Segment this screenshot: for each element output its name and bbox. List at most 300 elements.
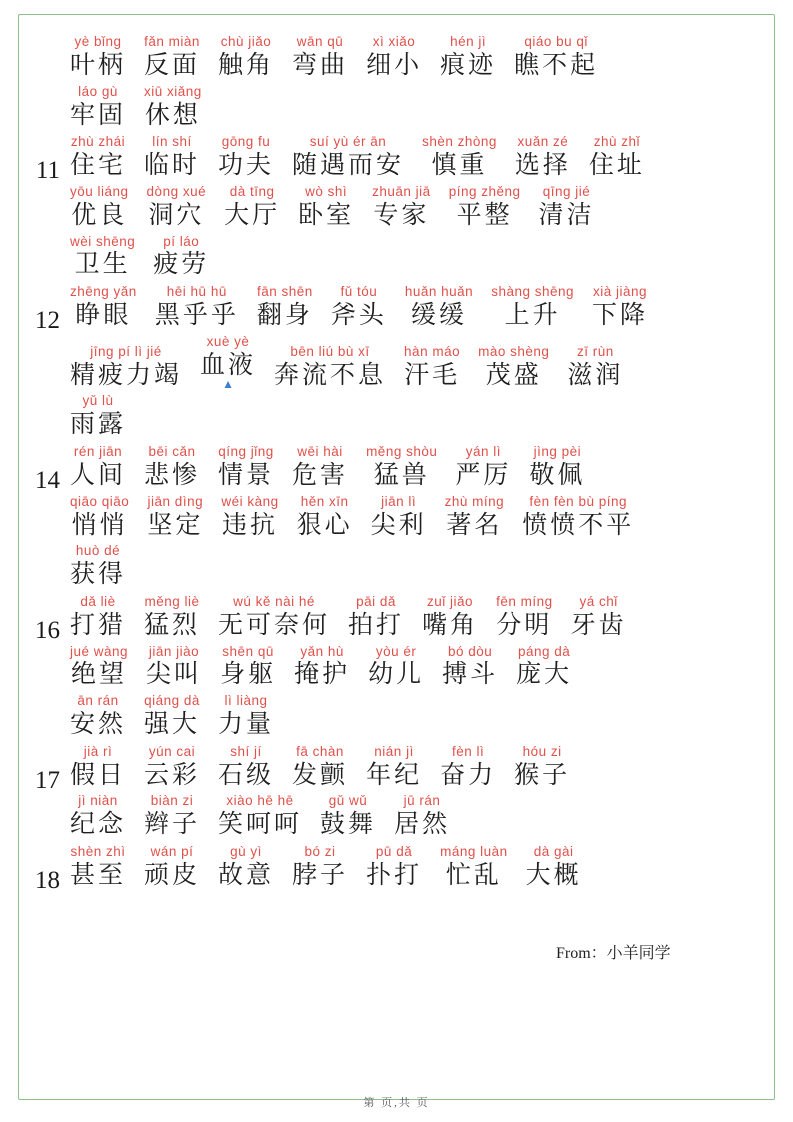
pinyin-text: fēn míng bbox=[496, 593, 553, 609]
hanzi-text: 打猎 bbox=[70, 611, 127, 639]
hanzi-text: 平整 bbox=[456, 201, 513, 229]
pinyin-text: shēn qū bbox=[222, 643, 274, 659]
pinyin-text: jué wàng bbox=[70, 643, 129, 659]
hanzi-text: 嘴角 bbox=[422, 611, 479, 639]
hanzi-text: 扑打 bbox=[366, 861, 423, 889]
pinyin-text: rén jiān bbox=[73, 444, 123, 459]
pinyin-text: jiān lì bbox=[381, 493, 417, 509]
pinyin-text: fèn fèn bù píng bbox=[529, 493, 627, 509]
vocabulary-word bbox=[153, 234, 209, 281]
pinyin-text: hàn máo bbox=[404, 343, 461, 359]
hanzi-text: 滋润 bbox=[567, 361, 624, 389]
pinyin-text: dòng xué bbox=[146, 183, 207, 199]
pinyin-text: pāi dǎ bbox=[356, 593, 396, 609]
vocabulary-word bbox=[292, 134, 404, 181]
vocabulary-word bbox=[70, 844, 126, 891]
vocabulary-word bbox=[515, 134, 571, 181]
pinyin-text: qiáo bu qǐ bbox=[524, 34, 588, 49]
vocabulary-word bbox=[571, 594, 627, 641]
hanzi-text: 反面 bbox=[144, 51, 201, 79]
vocabulary-word bbox=[144, 844, 200, 891]
pinyin-text: zuǐ jiǎo bbox=[427, 593, 474, 609]
group-number: 17 bbox=[35, 766, 60, 794]
vocabulary-word bbox=[294, 644, 350, 691]
pinyin-text: wéi kàng bbox=[221, 493, 279, 509]
pinyin-text: jīng pí lì jié bbox=[90, 343, 162, 359]
vocabulary-word bbox=[70, 84, 126, 131]
pinyin-text: ān rán bbox=[77, 693, 119, 709]
pinyin-text: bó zi bbox=[304, 844, 336, 859]
hanzi-text: 睁眼 bbox=[75, 302, 132, 329]
hanzi-text: 随遇而安 bbox=[292, 152, 405, 180]
vocabulary-word bbox=[70, 234, 135, 281]
pinyin-text: zī rùn bbox=[577, 343, 614, 359]
pinyin-text: qiáng dà bbox=[144, 693, 200, 709]
hanzi-text: 尖利 bbox=[370, 511, 427, 539]
hanzi-text: 瞧不起 bbox=[514, 51, 599, 79]
hanzi-text: 石级 bbox=[218, 761, 275, 789]
vocabulary-word bbox=[70, 744, 126, 791]
hanzi-text: 大厅 bbox=[224, 201, 281, 229]
hanzi-text: 笑呵呵 bbox=[218, 811, 303, 839]
word-row bbox=[70, 543, 763, 590]
hanzi-text: 翻身 bbox=[256, 302, 313, 329]
vocabulary-word bbox=[70, 494, 129, 541]
pinyin-text: wèi shēng bbox=[70, 233, 136, 249]
vocabulary-word bbox=[220, 644, 276, 691]
pinyin-text: qīng jié bbox=[542, 183, 591, 199]
vocabulary-word bbox=[348, 594, 404, 641]
vocabulary-word bbox=[366, 444, 437, 491]
hanzi-text: 忙乱 bbox=[445, 861, 502, 889]
hanzi-text: 猴子 bbox=[514, 761, 571, 789]
pinyin-text: dà gài bbox=[533, 844, 574, 859]
hanzi-text: 严厉 bbox=[455, 461, 512, 489]
vocabulary-word bbox=[70, 134, 126, 181]
vocabulary-word bbox=[218, 594, 330, 641]
vocabulary-list bbox=[30, 34, 763, 1082]
group-rows bbox=[70, 744, 763, 843]
pinyin-text: fā chàn bbox=[296, 743, 344, 759]
vocabulary-word bbox=[567, 344, 623, 391]
pinyin-text: huò dé bbox=[75, 543, 121, 559]
hanzi-text: 辫子 bbox=[144, 811, 201, 839]
pinyin-text: qiāo qiāo bbox=[70, 493, 130, 509]
hanzi-text: 坚定 bbox=[147, 511, 204, 539]
vocabulary-word bbox=[144, 134, 200, 181]
pinyin-text: zhù zhǐ bbox=[593, 134, 641, 150]
pinyin-text: wēi hài bbox=[297, 444, 343, 459]
vocabulary-word bbox=[221, 494, 278, 541]
pinyin-text: xià jiàng bbox=[593, 284, 648, 300]
word-row bbox=[70, 744, 763, 791]
vocabulary-word bbox=[144, 594, 200, 641]
hanzi-text: 庞大 bbox=[516, 661, 573, 689]
pinyin-text: nián jì bbox=[374, 743, 414, 759]
vocabulary-word bbox=[70, 793, 126, 840]
word-row bbox=[70, 444, 763, 491]
group-number: 11 bbox=[35, 157, 60, 185]
hanzi-text: 细小 bbox=[366, 51, 423, 79]
pinyin-text: chù jiǎo bbox=[220, 34, 272, 49]
pinyin-text: xiū xiǎng bbox=[144, 83, 202, 99]
pinyin-text: dǎ liè bbox=[80, 593, 116, 609]
hanzi-text: 卧室 bbox=[298, 201, 355, 229]
vocabulary-word bbox=[331, 284, 387, 331]
group-number: 14 bbox=[35, 467, 60, 494]
pinyin-text: máng luàn bbox=[440, 844, 508, 859]
word-row bbox=[70, 284, 763, 331]
vocabulary-word bbox=[200, 334, 256, 391]
hanzi-text: 拍打 bbox=[348, 611, 405, 639]
vocabulary-word bbox=[496, 594, 553, 641]
pinyin-text: jià rì bbox=[83, 743, 113, 759]
word-row bbox=[70, 594, 763, 641]
word-row bbox=[70, 234, 763, 281]
pinyin-text: fān shēn bbox=[256, 284, 313, 300]
pinyin-text: pí láo bbox=[163, 233, 200, 249]
vocabulary-word bbox=[298, 184, 354, 231]
hanzi-text: 强大 bbox=[144, 711, 201, 738]
hanzi-text: 幼儿 bbox=[368, 661, 425, 689]
triangle-marker-icon: ▲ bbox=[222, 377, 234, 392]
pinyin-text: lì liàng bbox=[224, 693, 268, 709]
vocabulary-word bbox=[144, 444, 200, 491]
hanzi-text: 顽皮 bbox=[144, 861, 201, 889]
vocabulary-word bbox=[70, 344, 182, 391]
vocabulary-word bbox=[440, 844, 508, 891]
pinyin-text: mào shèng bbox=[478, 343, 550, 359]
pinyin-text: bēn liú bù xī bbox=[290, 343, 370, 359]
hanzi-text: 年纪 bbox=[366, 761, 423, 789]
hanzi-text: 纪念 bbox=[70, 811, 127, 839]
vocabulary-word bbox=[144, 693, 200, 740]
hanzi-text: 茂盛 bbox=[485, 361, 542, 389]
pinyin-text: huǎn huǎn bbox=[404, 284, 474, 300]
hanzi-text: 违抗 bbox=[221, 511, 278, 539]
hanzi-text: 人间 bbox=[70, 461, 127, 489]
pinyin-text: zhù zhái bbox=[70, 134, 126, 150]
word-row bbox=[70, 393, 763, 440]
hanzi-text: 云彩 bbox=[144, 761, 201, 789]
vocabulary-word bbox=[70, 184, 129, 231]
pinyin-text: dà tīng bbox=[229, 183, 275, 199]
word-row bbox=[70, 693, 763, 740]
hanzi-text: 牢固 bbox=[70, 101, 127, 129]
vocabulary-group bbox=[30, 744, 763, 843]
vocabulary-word bbox=[491, 284, 574, 331]
hanzi-text: 危害 bbox=[292, 461, 349, 489]
pinyin-text: bēi cǎn bbox=[148, 444, 196, 459]
hanzi-text: 汗毛 bbox=[404, 361, 461, 389]
vocabulary-word bbox=[292, 34, 348, 81]
vocabulary-group bbox=[30, 594, 763, 743]
vocabulary-word bbox=[405, 284, 473, 331]
vocabulary-word bbox=[320, 793, 376, 840]
pinyin-text: lín shí bbox=[152, 134, 192, 150]
word-row bbox=[70, 793, 763, 840]
hanzi-text: 疲劳 bbox=[153, 251, 210, 279]
pinyin-text: jū rán bbox=[403, 793, 441, 809]
pinyin-text: fǔ tóu bbox=[340, 284, 378, 300]
page-footer: 第 页,共 页 bbox=[363, 1097, 430, 1109]
vocabulary-word bbox=[478, 344, 549, 391]
hanzi-text: 脖子 bbox=[292, 861, 349, 889]
pinyin-text: qíng jǐng bbox=[218, 444, 274, 459]
hanzi-text: 洞穴 bbox=[148, 201, 205, 229]
vocabulary-word bbox=[297, 494, 353, 541]
vocabulary-word bbox=[404, 344, 460, 391]
vocabulary-word bbox=[422, 134, 497, 181]
vocabulary-word bbox=[70, 543, 126, 590]
pinyin-text: gǔ wǔ bbox=[328, 793, 368, 809]
hanzi-text: 假日 bbox=[70, 761, 127, 789]
hanzi-text: 故意 bbox=[218, 861, 275, 889]
pinyin-text: měng shòu bbox=[366, 444, 438, 459]
vocabulary-word bbox=[445, 494, 505, 541]
hanzi-text: 绝望 bbox=[71, 661, 128, 689]
word-row bbox=[70, 334, 763, 391]
pinyin-text: gù yì bbox=[230, 844, 262, 859]
pinyin-text: yè bǐng bbox=[74, 34, 122, 49]
pinyin-text: xiào hē hē bbox=[226, 793, 294, 809]
pinyin-text: hēi hū hū bbox=[166, 284, 227, 300]
hanzi-text: 猛兽 bbox=[373, 461, 430, 489]
vocabulary-word bbox=[372, 184, 431, 231]
hanzi-text: 安然 bbox=[70, 711, 127, 738]
word-row bbox=[70, 184, 763, 231]
pinyin-text: yá chǐ bbox=[579, 593, 618, 609]
pinyin-text: fèn lì bbox=[451, 743, 485, 759]
hanzi-text: 弯曲 bbox=[292, 51, 349, 79]
hanzi-text: 休想 bbox=[144, 101, 201, 129]
hanzi-text: 清洁 bbox=[538, 201, 595, 229]
hanzi-text: 奋力 bbox=[440, 761, 497, 789]
pinyin-text: jiān jiào bbox=[148, 643, 200, 659]
pinyin-text: wò shì bbox=[305, 183, 348, 199]
hanzi-text: 敬佩 bbox=[529, 461, 586, 489]
pinyin-text: shí jí bbox=[230, 743, 262, 759]
hanzi-text: 居然 bbox=[394, 811, 451, 839]
vocabulary-word bbox=[144, 84, 202, 131]
hanzi-text: 雨露 bbox=[70, 411, 127, 439]
pinyin-text: wú kě nài hé bbox=[233, 593, 315, 609]
pinyin-text: shèn zhòng bbox=[422, 134, 497, 150]
vocabulary-word bbox=[522, 494, 634, 541]
hanzi-text: 搏斗 bbox=[442, 661, 499, 689]
pinyin-text: gōng fu bbox=[221, 134, 271, 150]
vocabulary-group bbox=[30, 134, 763, 283]
pinyin-text: shàng shēng bbox=[491, 284, 575, 300]
vocabulary-word bbox=[592, 284, 648, 331]
hanzi-text: 愤愤不平 bbox=[522, 511, 635, 539]
hanzi-text: 鼓舞 bbox=[320, 811, 377, 839]
hanzi-text: 甚至 bbox=[70, 861, 127, 889]
hanzi-text: 大概 bbox=[525, 861, 582, 889]
vocabulary-word bbox=[70, 693, 126, 740]
hanzi-text: 发颤 bbox=[292, 761, 349, 789]
vocabulary-group bbox=[30, 284, 763, 443]
group-rows bbox=[70, 284, 763, 443]
group-rows bbox=[70, 594, 763, 743]
vocabulary-word bbox=[144, 793, 200, 840]
word-row bbox=[70, 644, 763, 691]
vocabulary-word bbox=[366, 744, 422, 791]
vocabulary-word bbox=[529, 444, 585, 491]
hanzi-text: 上升 bbox=[504, 302, 561, 329]
signature-text: From：小羊同学 bbox=[556, 945, 671, 962]
pinyin-text: biàn zi bbox=[150, 793, 194, 809]
hanzi-text: 奔流不息 bbox=[274, 361, 387, 389]
hanzi-text: 著名 bbox=[446, 511, 503, 539]
vocabulary-word bbox=[274, 344, 386, 391]
hanzi-text: 触角 bbox=[218, 51, 275, 79]
pinyin-text: hěn xīn bbox=[300, 493, 349, 509]
word-row bbox=[70, 494, 763, 541]
group-rows bbox=[70, 844, 763, 894]
pinyin-text: láo gù bbox=[78, 83, 118, 99]
vocabulary-word bbox=[442, 644, 498, 691]
pinyin-text: yún cai bbox=[148, 743, 196, 759]
vocabulary-word bbox=[366, 844, 422, 891]
vocabulary-word bbox=[455, 444, 511, 491]
vocabulary-word bbox=[70, 594, 126, 641]
hanzi-text: 尖叫 bbox=[146, 661, 203, 689]
hanzi-text: 无可奈何 bbox=[218, 611, 331, 639]
hanzi-text: 叶柄 bbox=[70, 51, 127, 79]
vocabulary-word bbox=[70, 444, 126, 491]
hanzi-text: 血液 bbox=[200, 351, 257, 379]
vocabulary-word bbox=[224, 184, 280, 231]
hanzi-text: 专家 bbox=[373, 201, 430, 229]
hanzi-text: 缓缓 bbox=[411, 302, 468, 329]
vocabulary-word bbox=[218, 693, 274, 740]
pinyin-text: xuǎn zé bbox=[517, 134, 569, 150]
pinyin-text: píng zhěng bbox=[448, 183, 521, 199]
pinyin-text: bó dòu bbox=[447, 643, 493, 659]
hanzi-text: 慎重 bbox=[431, 152, 488, 180]
vocabulary-word bbox=[218, 134, 274, 181]
vocabulary-word bbox=[394, 793, 450, 840]
vocabulary-word bbox=[366, 34, 422, 81]
pinyin-text: hóu zi bbox=[522, 743, 562, 759]
hanzi-text: 猛烈 bbox=[144, 611, 201, 639]
vocabulary-word bbox=[257, 284, 313, 331]
vocabulary-word bbox=[155, 284, 239, 331]
vocabulary-word bbox=[218, 34, 274, 81]
hanzi-text: 牙齿 bbox=[570, 611, 627, 639]
vocabulary-word bbox=[526, 844, 582, 891]
vocabulary-word bbox=[516, 644, 572, 691]
pinyin-text: xì xiǎo bbox=[372, 34, 416, 49]
group-number: 16 bbox=[35, 616, 60, 644]
pinyin-text: jì niàn bbox=[78, 793, 118, 809]
vocabulary-word bbox=[218, 444, 274, 491]
group-rows bbox=[70, 134, 763, 283]
vocabulary-word bbox=[589, 134, 645, 181]
vocabulary-word bbox=[144, 34, 200, 81]
hanzi-text: 身躯 bbox=[220, 661, 277, 689]
vocabulary-word bbox=[70, 393, 126, 440]
hanzi-text: 情景 bbox=[218, 461, 275, 489]
pinyin-text: hén jì bbox=[450, 34, 487, 49]
hanzi-text: 分明 bbox=[496, 611, 553, 639]
vocabulary-word bbox=[440, 34, 496, 81]
vocabulary-group bbox=[30, 34, 763, 133]
hanzi-text: 黑乎乎 bbox=[154, 302, 239, 329]
vocabulary-word bbox=[514, 744, 570, 791]
hanzi-text: 下降 bbox=[592, 302, 649, 329]
vocabulary-word bbox=[449, 184, 521, 231]
pinyin-text: měng liè bbox=[144, 593, 200, 609]
pinyin-text: shèn zhì bbox=[70, 844, 126, 859]
hanzi-text: 悲惨 bbox=[144, 461, 201, 489]
pinyin-text: pū dǎ bbox=[375, 844, 413, 859]
hanzi-text: 获得 bbox=[70, 561, 127, 589]
vocabulary-word bbox=[292, 444, 348, 491]
vocabulary-word bbox=[218, 793, 302, 840]
hanzi-text: 住址 bbox=[588, 152, 645, 180]
vocabulary-word bbox=[147, 184, 207, 231]
vocabulary-word bbox=[146, 644, 202, 691]
pinyin-text: yòu ér bbox=[375, 643, 417, 659]
vocabulary-word bbox=[70, 34, 126, 81]
vocabulary-word bbox=[218, 844, 274, 891]
vocabulary-word bbox=[292, 844, 348, 891]
pinyin-text: páng dà bbox=[517, 643, 571, 659]
hanzi-text: 功夫 bbox=[218, 152, 275, 180]
hanzi-text: 斧头 bbox=[330, 302, 387, 329]
pinyin-text: zhù míng bbox=[444, 493, 505, 509]
hanzi-text: 精疲力竭 bbox=[70, 361, 183, 389]
pinyin-text: zhuān jiā bbox=[372, 183, 431, 199]
vocabulary-word bbox=[371, 494, 427, 541]
hanzi-text: 选择 bbox=[514, 152, 571, 180]
vocabulary-word bbox=[147, 494, 203, 541]
hanzi-text: 卫生 bbox=[74, 251, 131, 279]
vocabulary-word bbox=[539, 184, 595, 231]
group-rows bbox=[70, 444, 763, 593]
word-row bbox=[70, 134, 763, 181]
pinyin-text: wān qū bbox=[296, 34, 344, 49]
vocabulary-word bbox=[70, 644, 128, 691]
vocabulary-word bbox=[218, 744, 274, 791]
word-row bbox=[70, 84, 763, 131]
hanzi-text: 优良 bbox=[71, 201, 128, 229]
word-row bbox=[70, 34, 763, 81]
vocabulary-word bbox=[422, 594, 478, 641]
hanzi-text: 悄悄 bbox=[71, 511, 128, 539]
group-number: 12 bbox=[35, 307, 60, 335]
hanzi-text: 狠心 bbox=[296, 511, 353, 539]
hanzi-text: 掩护 bbox=[294, 661, 351, 689]
word-row bbox=[70, 844, 763, 891]
vocabulary-group bbox=[30, 844, 763, 894]
vocabulary-word bbox=[292, 744, 348, 791]
vocabulary-word bbox=[144, 744, 200, 791]
hanzi-text: 力量 bbox=[218, 711, 275, 738]
pinyin-text: yán lì bbox=[465, 444, 501, 459]
pinyin-text: yǎn hù bbox=[300, 643, 344, 659]
vocabulary-word bbox=[368, 644, 424, 691]
hanzi-text: 痕迹 bbox=[440, 51, 497, 79]
pinyin-text: zhēng yǎn bbox=[70, 284, 137, 300]
pinyin-text: wán pí bbox=[150, 844, 194, 859]
hanzi-text: 住宅 bbox=[70, 152, 127, 180]
vocabulary-word bbox=[514, 34, 598, 81]
group-number: 18 bbox=[35, 867, 60, 894]
pinyin-text: yǔ lù bbox=[82, 393, 114, 409]
